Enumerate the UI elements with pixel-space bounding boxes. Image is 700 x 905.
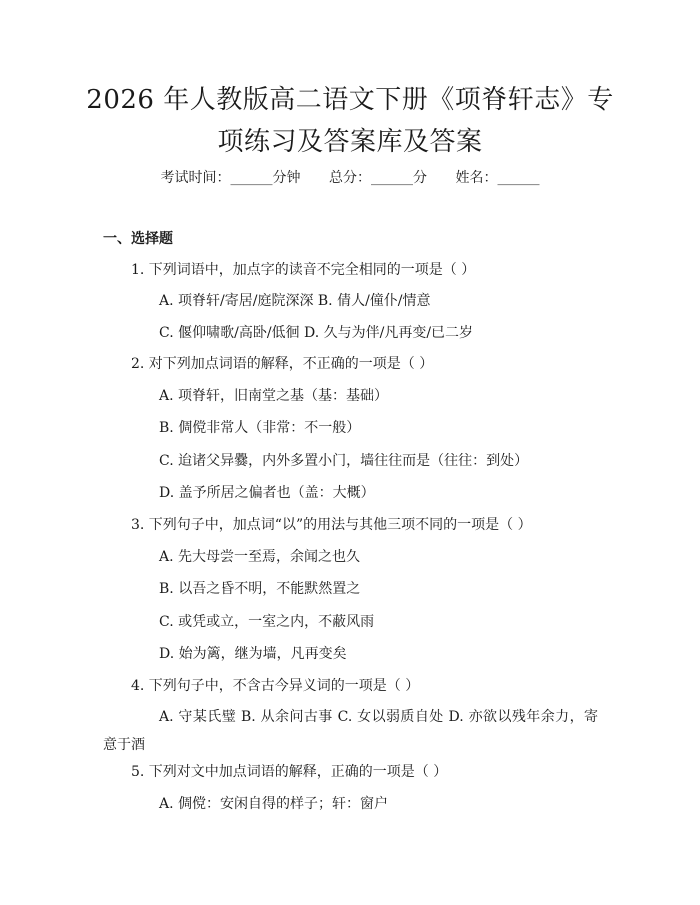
question-3-option-c: C. 或凭或立，一室之内，不蔽风雨 [159,614,375,630]
question-2-option-d: D. 盖予所居之偏者也（盖：大概） [159,485,375,501]
question-5-stem: 5. 下列对文中加点词语的解释，正确的一项是（ ） [131,764,448,780]
question-3-option-b: B. 以吾之昏不明，不能默然置之 [159,581,361,597]
total-score-field: 总分：______分 [329,170,427,186]
question-1-options-cd: C. 偃仰啸歌/高卧/低徊 D. 久与为伴/凡再变/已二岁 [159,325,474,341]
exam-time-field: 考试时间：______分钟 [160,170,301,186]
document-title-line-2: 项练习及答案库及答案 [217,127,483,157]
question-2-stem: 2. 对下列加点词语的解释，不正确的一项是（ ） [131,356,434,372]
student-name-field: 姓名：______ [455,170,540,186]
question-2-option-b: B. 倜傥非常人（非常：不一般） [159,420,361,436]
exam-info [0,166,700,190]
question-3-stem: 3. 下列句子中，加点词“以”的用法与其他三项不同的一项是（ ） [131,517,532,533]
document-title-line-1: 2026 年人教版高二语文下册《项脊轩志》专 [86,85,614,115]
question-4-options: A. 守某氏璧 B. 从余问古事 C. 女以弱质自处 D. 亦欲以残年余力，寄意于酒 [103,709,598,753]
question-1-options-ab: A. 项脊轩/寄居/庭院深深 B. 倩人/僮仆/情意 [159,293,431,309]
question-3-option-a: A. 先大母尝一至焉，余闻之也久 [159,549,361,565]
question-5-option-a: A. 倜傥：安闲自得的样子；轩：窗户 [159,796,389,812]
question-1-stem: 1. 下列词语中，加点字的读音不完全相同的一项是（ ） [131,262,476,278]
section-heading: 一、选择题 [103,231,173,247]
question-3-option-d: D. 始为篱，继为墙，凡再变矣 [159,646,347,662]
question-2-option-a: A. 项脊轩，旧南堂之基（基：基础） [159,388,389,404]
question-2-option-c: C. 迨诸父异爨，内外多置小门，墙往往而是（往往：到处） [159,453,529,469]
question-4-stem: 4. 下列句子中，不含古今异义词的一项是（ ） [131,678,420,694]
